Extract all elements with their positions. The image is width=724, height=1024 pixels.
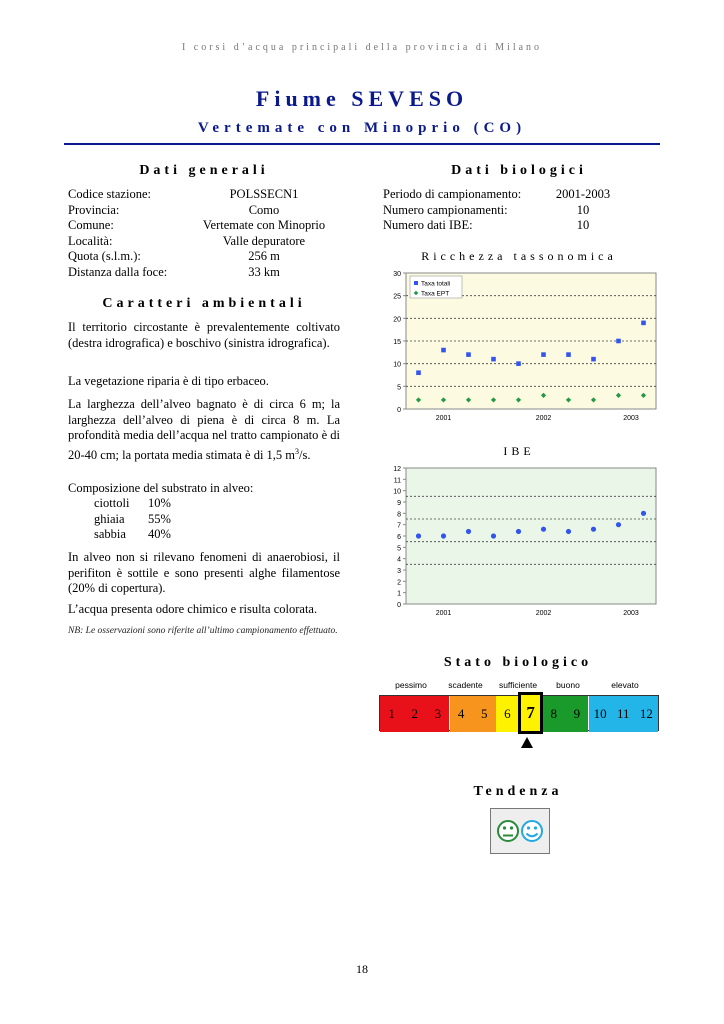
smile-face-icon xyxy=(522,821,542,841)
dg-row xyxy=(68,234,340,250)
substrato-item xyxy=(94,496,214,512)
y-tick-label: 15 xyxy=(393,339,401,346)
ibe-point xyxy=(591,527,596,532)
y-tick-label: 30 xyxy=(393,271,401,278)
y-tick-label: 4 xyxy=(397,556,401,564)
legend-label: Taxa EPT xyxy=(421,290,450,298)
ibe-point xyxy=(491,533,496,538)
db-label: Numero dati IBE: xyxy=(383,218,473,232)
dg-row xyxy=(68,218,340,234)
tendenza-box xyxy=(490,808,550,854)
caratteri-heading: Caratteri ambientali xyxy=(102,296,306,311)
dg-value: Como xyxy=(248,202,280,217)
scale-cell: 3 xyxy=(426,696,449,732)
y-tick-label: 6 xyxy=(397,534,401,541)
class-label-sufficiente: sufficiente xyxy=(498,680,538,690)
scale-cell: 2 xyxy=(403,696,426,732)
caratteri-p3 xyxy=(68,397,340,463)
y-tick-label: 5 xyxy=(397,545,401,553)
ibe-point xyxy=(441,533,446,538)
substrato-item xyxy=(94,527,214,543)
scale-cell: 12 xyxy=(635,696,658,732)
substrato-name: sabbia xyxy=(94,527,126,541)
legend-label: Taxa totali xyxy=(421,280,451,288)
scale-cell: 10 xyxy=(589,696,612,732)
scale-cell: 11 xyxy=(612,696,635,732)
taxa-totali-point xyxy=(516,361,521,366)
x-tick-label: 2002 xyxy=(535,415,552,422)
db-row xyxy=(383,187,623,203)
taxa-totali-point xyxy=(541,352,546,357)
dati-generali-heading: Dati generali xyxy=(139,163,269,178)
caratteri-p2: La vegetazione riparia è di tipo erbaceo. xyxy=(68,374,269,388)
ibe-point xyxy=(566,529,571,534)
y-tick-label: 11 xyxy=(393,477,401,485)
x-tick-label: 2003 xyxy=(623,610,639,617)
y-tick-label: 2 xyxy=(397,579,401,587)
stato-scale xyxy=(379,695,659,731)
db-row xyxy=(383,218,623,234)
db-label: Periodo di campionamento: xyxy=(383,187,522,201)
ibe-point xyxy=(466,529,471,534)
caratteri-p1: Il territorio circostante è prevalentemente coltivato (destra idrografica) e boschivo (sinistra idrografica). xyxy=(68,320,340,350)
x-tick-label: 2001 xyxy=(435,610,452,617)
taxa-totali-point xyxy=(416,370,421,375)
stato-heading: Stato biologico xyxy=(443,655,593,670)
substrato-value: 55% xyxy=(148,511,171,526)
taxa-totali-point xyxy=(641,321,646,326)
y-tick-label: 12 xyxy=(393,466,401,473)
ibe-point xyxy=(616,522,621,527)
x-tick-label: 2001 xyxy=(435,415,452,422)
taxa-totali-point xyxy=(616,339,621,344)
dg-label: Codice stazione: xyxy=(68,187,151,201)
caratteri-p4: In alveo non si rilevano fenomeni di anaerobiosi, il perifiton è sottile e sono presenti alghe filamentose (20% di copertura). xyxy=(68,550,340,595)
dg-row xyxy=(68,203,340,219)
caratteri-note: NB: Le osservazioni sono riferite all’ultimo campionamento effettuato. xyxy=(68,626,338,636)
dg-label: Provincia: xyxy=(68,202,120,217)
dati-biologici-heading: Dati biologici xyxy=(451,163,587,178)
substrato-title: Composizione del substrato in alveo: xyxy=(68,481,254,495)
dg-label: Località: xyxy=(68,233,113,248)
y-tick-label: 3 xyxy=(397,568,401,575)
substrato-item xyxy=(94,512,214,528)
page-number: 18 xyxy=(356,962,368,976)
y-tick-label: 8 xyxy=(397,511,401,519)
y-tick-label: 0 xyxy=(397,602,401,609)
substrato-list xyxy=(94,496,214,543)
db-value: 2001-2003 xyxy=(555,187,611,201)
dg-row xyxy=(68,187,340,203)
y-tick-label: 9 xyxy=(397,500,401,507)
caratteri-p5: L’acqua presenta odore chimico e risulta colorata. xyxy=(68,602,318,616)
running-title: I corsi d’acqua principali della provincia di Milano xyxy=(181,42,543,53)
y-tick-label: 0 xyxy=(397,407,401,414)
scale-cell: 5 xyxy=(473,696,496,732)
caratteri-p3-main: La larghezza dell’alveo bagnato è di circa 6 m; la larghezza dell’alveo di piena è di circa 8 m. La profondità media dell’acqua nel tratto campionato è di 20-40 cm; la portata media stimata è di 1,5 m xyxy=(68,397,340,462)
scale-cell-selected: 7 xyxy=(519,693,542,733)
chart1-title: Ricchezza tassonomica xyxy=(421,249,617,263)
chart2-title: IBE xyxy=(503,444,535,458)
x-tick-label: 2003 xyxy=(623,415,639,422)
db-label: Numero campionamenti: xyxy=(383,202,508,217)
taxa-totali-point xyxy=(591,357,596,362)
page-title: Fiume SEVESO xyxy=(255,86,469,111)
dg-value: POLSSECN1 xyxy=(229,187,299,201)
db-value: 10 xyxy=(576,218,590,232)
scale-cell: 8 xyxy=(542,696,565,732)
neutral-face-icon xyxy=(498,821,518,841)
substrato-name: ciottoli xyxy=(94,496,130,510)
taxa-totali-point xyxy=(491,357,496,362)
richness-chart xyxy=(372,265,660,425)
ibe-point xyxy=(641,511,646,516)
marker-arrow-icon xyxy=(521,737,533,748)
ibe-chart xyxy=(372,460,660,620)
substrato-name: ghiaia xyxy=(94,511,125,526)
class-label-elevato: elevato xyxy=(611,680,639,690)
dg-row xyxy=(68,249,340,265)
dg-row xyxy=(68,265,340,281)
chart-legend xyxy=(410,276,462,298)
dg-label: Quota (s.l.m.): xyxy=(68,249,141,263)
taxa-totali-point xyxy=(566,352,571,357)
y-tick-label: 20 xyxy=(393,316,401,324)
db-row xyxy=(383,203,623,219)
y-tick-label: 7 xyxy=(397,522,401,530)
taxa-totali-point xyxy=(466,352,471,357)
x-tick-label: 2002 xyxy=(535,610,552,617)
dg-value: 256 m xyxy=(248,249,280,263)
taxa-totali-point xyxy=(441,348,446,353)
db-value: 10 xyxy=(576,202,590,217)
class-label-pessimo: pessimo xyxy=(395,680,427,690)
scale-cell: 6 xyxy=(496,696,519,732)
dg-label: Distanza dalla foce: xyxy=(68,264,168,279)
caratteri-p3-end: /s. xyxy=(299,447,311,462)
dati-generali-table xyxy=(68,187,340,280)
substrato-value: 40% xyxy=(148,527,171,541)
tendenza-icons xyxy=(491,809,549,853)
y-tick-label: 1 xyxy=(397,590,401,598)
tendenza-heading: Tendenza xyxy=(473,784,563,799)
header-rule xyxy=(64,143,660,145)
ibe-point xyxy=(416,533,421,538)
dati-biologici-table xyxy=(383,187,623,234)
scale-cell: 1 xyxy=(380,696,403,732)
dg-label: Comune: xyxy=(68,218,114,232)
y-tick-label: 5 xyxy=(397,384,401,392)
dg-value: Valle depuratore xyxy=(222,233,306,248)
substrato-value: 10% xyxy=(148,496,171,510)
dg-value: 33 km xyxy=(248,264,280,279)
stato-class-labels xyxy=(379,680,659,692)
y-tick-label: 25 xyxy=(393,293,401,301)
legend-marker xyxy=(414,281,418,285)
ibe-point xyxy=(541,527,546,532)
class-label-scadente: scadente xyxy=(448,680,483,690)
dg-value: Vertemate con Minoprio xyxy=(202,218,326,232)
page-subtitle: Vertemate con Minoprio (CO) xyxy=(197,120,527,136)
caratteri-p3-sup: 3 xyxy=(295,446,300,456)
scale-cell: 4 xyxy=(450,696,473,732)
y-tick-label: 10 xyxy=(393,488,401,496)
y-tick-label: 10 xyxy=(393,361,401,369)
class-label-buono: buono xyxy=(556,680,580,690)
scale-cell: 9 xyxy=(565,696,588,732)
ibe-point xyxy=(516,529,521,534)
